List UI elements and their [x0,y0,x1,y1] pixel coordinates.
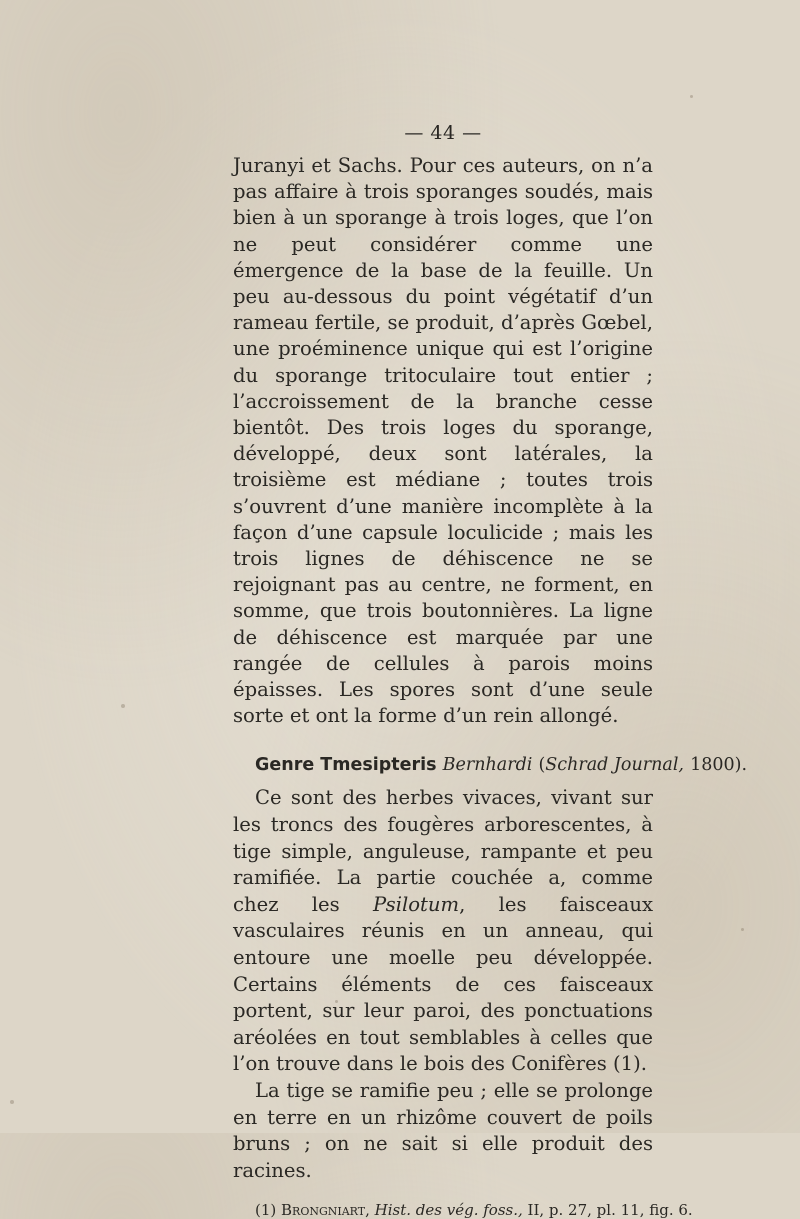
genus-description [233,785,653,1184]
description-part-a: Ce sont des herbes vivaces, vivant sur les troncs des fougères arborescentes, à tige simple, anguleuse, rampante et peu ramifiée. La partie couchée a, comme chez les [233,786,653,916]
genus-heading [255,755,748,776]
genus-author: Bernhardi [442,755,533,776]
footnote-author: Brongniart, [281,1201,370,1219]
page-body [233,122,748,1219]
genus-reference: Schrad Journal, [545,755,684,776]
footnote-title: Hist. des vég. foss., [374,1201,523,1219]
paragraph-stem: La tige se ramifie peu ; elle se prolonge en terre en un rhizôme couvert de poils bruns ; on ne sait si elle produit des racines. [233,1079,653,1182]
paper-speck [121,704,125,708]
paper-speck [690,95,693,98]
footnote-number: (1) [255,1201,277,1219]
paper-speck [741,928,744,931]
paper-speck [10,1100,14,1104]
genus-date: 1800). [690,755,748,776]
paper-speck [335,1000,338,1003]
footnote [255,1201,693,1219]
genus-name: Genre Tmesipteris [255,755,437,776]
description-part-c: , les faisceaux vasculaires réunis en un anneau, qui entoure une moelle peu développée. Certains éléments de ces faisceaux portent, sur leur paroi, des ponctuations aréolées en tout semblables à celles que l’on trouve dans le bois des Conifères (1). [233,892,654,1076]
psilotum-term: Psilotum [373,892,460,916]
page-number: — 44 — [404,122,482,144]
paragraph-continuation: Juranyi et Sachs. Pour ces auteurs, on n’a pas affaire à trois sporanges soudés, mais bien à un sporange à trois loges, que l’on ne peut considérer comme une émergence de la base de la feuille. Un peu au-dessous du point végétatif d’un rameau fertile, se produit, d’après Gœbel, une proéminence unique qui est l’origine du sporange tritoculaire tout entier ; l’accroissement de la branche cesse bientôt. Des trois loges du sporange, développé, deux sont latérales, la troisième est médiane ; toutes trois s’ouvrent d’une manière incomplète à la façon d’une capsule loculicide ; mais les trois lignes de déhiscence ne se rejoignant pas au centre, ne forment, en somme, que trois boutonnières. La ligne de déhiscence est marquée par une rangée de cellules à parois moins épaisses. Les spores sont d’une seule sorte et ont la forme d’un rein allongé. [233,154,653,728]
heading-open-paren: ( [538,755,546,776]
footnote-reference: II, p. 27, pl. 11, fig. 6. [527,1201,693,1219]
paragraph-description [233,785,653,1078]
